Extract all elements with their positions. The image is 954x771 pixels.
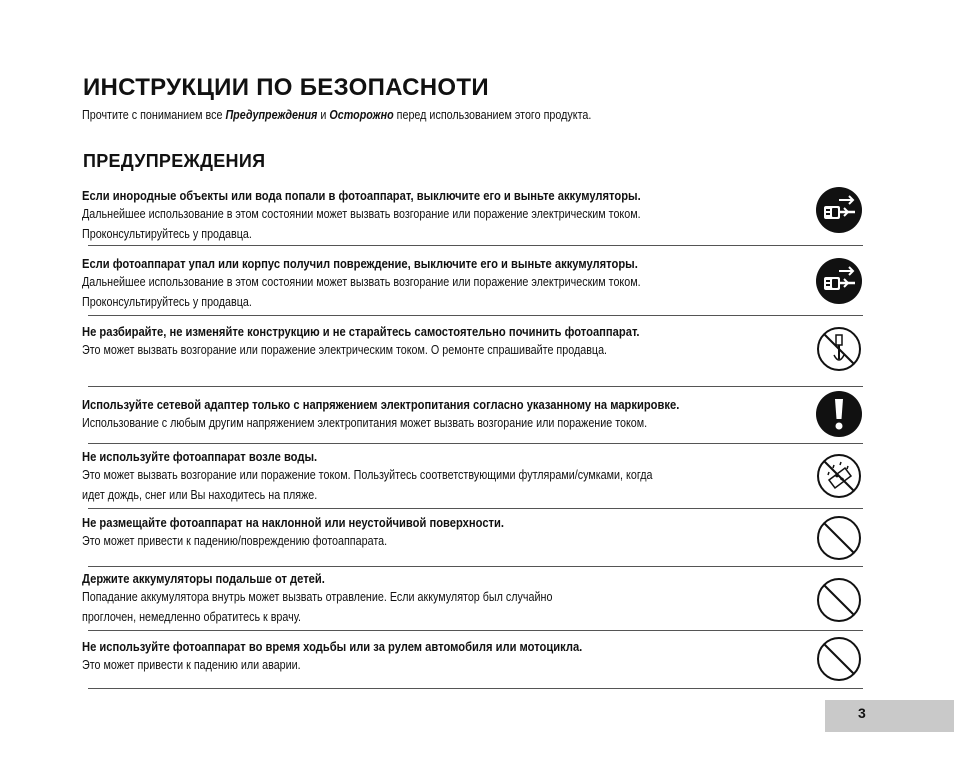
warning-heading: Если инородные объекты или вода попали в фотоаппарат, выключите его и выньте аккумуляторы. (82, 188, 641, 203)
separator (88, 315, 863, 316)
warning-body (82, 204, 684, 244)
warning-body (82, 587, 684, 627)
warning-body (82, 340, 684, 360)
warning-body (82, 655, 684, 675)
intro-text (82, 108, 591, 122)
warning-body (82, 465, 684, 505)
exclamation-icon (815, 390, 863, 438)
separator (88, 443, 863, 444)
warning-heading: Если фотоаппарат упал или корпус получил повреждение, выключите его и выньте аккумуляторы. (82, 256, 638, 271)
warning-body (82, 413, 684, 433)
page-number: 3 (858, 705, 866, 721)
section-subtitle: ПРЕДУПРЕЖДЕНИЯ (83, 151, 266, 171)
warning-line: Проконсультируйтесь у продавца. (82, 227, 252, 241)
warning-item (82, 323, 782, 360)
warning-item (82, 514, 782, 551)
intro-after: перед использованием этого продукта. (393, 108, 592, 122)
warning-body (82, 531, 684, 551)
warning-line: Дальнейшее использование в этом состоянии может вызвать возгорание или поражение электрическим током. (82, 207, 641, 221)
warning-heading: Не используйте фотоаппарат во время ходьбы или за рулем автомобиля или мотоцикла. (82, 639, 583, 654)
warning-line: Попадание аккумулятора внутрь может вызвать отравление. Если аккумулятор был случайно (82, 590, 553, 604)
warning-line: Это может привести к падению или аварии. (82, 658, 301, 672)
warning-heading: Не размещайте фотоаппарат на наклонной или неустойчивой поверхности. (82, 515, 504, 530)
intro-term-warnings: Предупреждения (225, 108, 318, 122)
unplug-icon (815, 186, 863, 234)
warning-item (82, 255, 782, 312)
prohibition-icon (815, 514, 863, 562)
warning-heading: Держите аккумуляторы подальше от детей. (82, 571, 325, 586)
warning-item (82, 187, 782, 244)
warning-line: проглочен, немедленно обратитесь к врачу. (82, 610, 302, 624)
prohibition-icon (815, 576, 863, 624)
intro-and: и (317, 108, 330, 122)
separator (88, 566, 863, 567)
separator (88, 245, 863, 246)
separator (88, 688, 863, 689)
warning-item (82, 396, 782, 433)
page-number-box (825, 700, 954, 732)
separator (88, 386, 863, 387)
intro-term-caution: Осторожно (329, 108, 394, 122)
warning-heading: Не разбирайте, не изменяйте конструкцию и не старайтесь самостоятельно починить фотоаппарат. (82, 324, 640, 339)
warning-line: Проконсультируйтесь у продавца. (82, 295, 252, 309)
no-disassembly-icon (815, 325, 863, 373)
warning-line: Дальнейшее использование в этом состоянии может вызвать возгорание или поражение электрическим током. (82, 275, 641, 289)
warning-line: Использование с любым другим напряжением электропитания может вызвать возгорание или поражение током. (82, 416, 648, 430)
warning-line: Это может привести к падению/повреждению фотоаппарата. (82, 534, 388, 548)
warning-item (82, 638, 782, 675)
unplug-icon (815, 257, 863, 305)
warning-body (82, 272, 684, 312)
intro-before: Прочтите с пониманием все (82, 108, 226, 122)
warning-line: Это может вызвать возгорание или поражение электрическим током. О ремонте спрашивайте продавца. (82, 343, 608, 357)
warning-line: Это может вызвать возгорание или поражение током. Пользуйтесь соответствующими футлярами/сумками, когда (82, 468, 653, 482)
warning-item (82, 448, 782, 505)
separator (88, 508, 863, 509)
warning-heading: Используйте сетевой адаптер только с напряжением электропитания согласно указанному на маркировке. (82, 397, 680, 412)
warning-line: идет дождь, снег или Вы находитесь на пляже. (82, 488, 318, 502)
page-title: ИНСТРУКЦИИ ПО БЕЗОПАСНОТИ (83, 74, 489, 101)
no-water-icon (815, 452, 863, 500)
separator (88, 630, 863, 631)
warning-heading: Не используйте фотоаппарат возле воды. (82, 449, 318, 464)
warning-item (82, 570, 782, 627)
prohibition-icon (815, 635, 863, 683)
